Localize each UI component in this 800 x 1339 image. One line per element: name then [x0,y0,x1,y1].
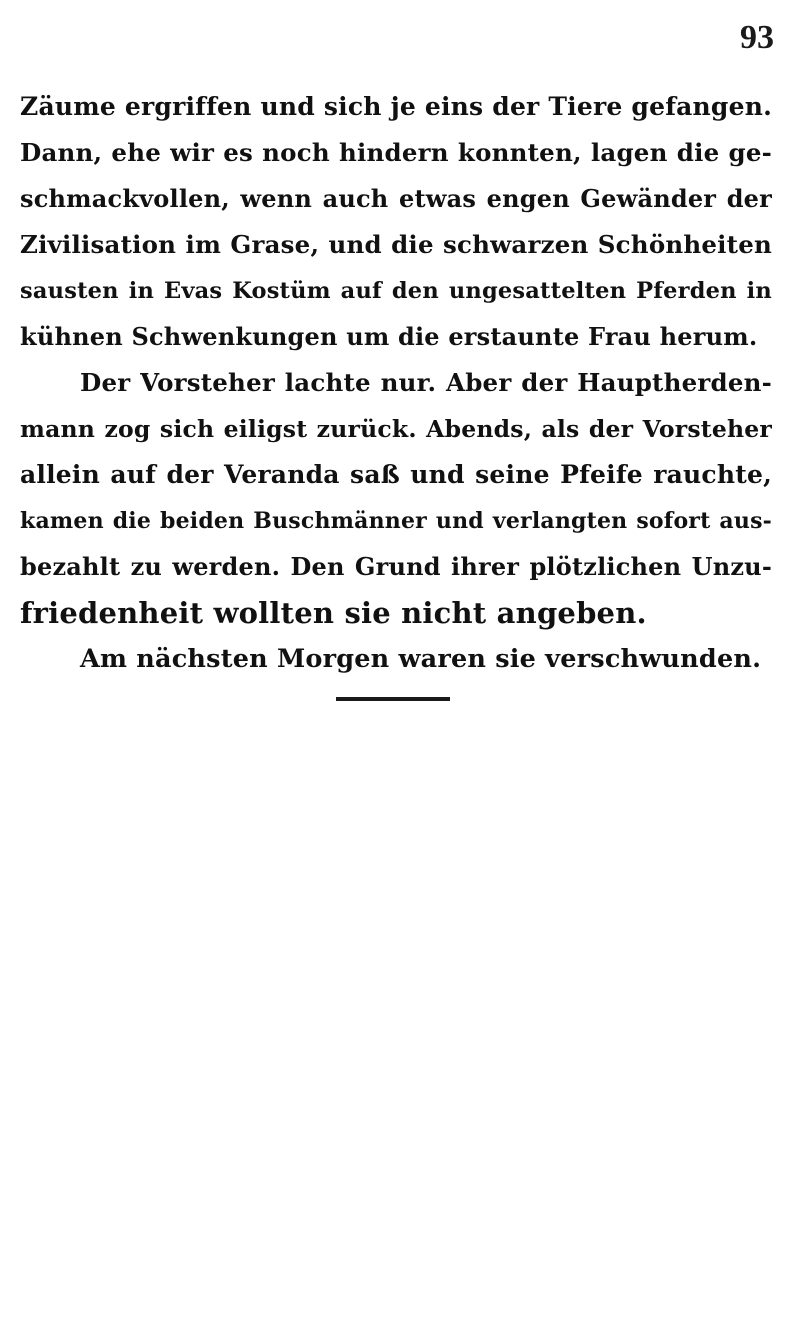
text-line: Dann, ehe wir es noch hindern konnten, lagen die ge- [20,138,772,167]
text-line: schmackvollen, wenn auch etwas engen Gewänder der [20,184,772,213]
text-line: mann zog sich eiligst zurück. Abends, als der Vorsteher [20,415,772,443]
body-text [20,84,772,682]
text-line: friedenheit wollten sie nicht angeben. [20,596,647,630]
text-line: Am nächsten Morgen waren sie verschwunden. [80,644,762,674]
section-end-rule [336,697,450,701]
text-line: bezahlt zu werden. Den Grund ihrer plötzlichen Unzu- [20,552,772,581]
text-line: allein auf der Veranda saß und seine Pfeife rauchte, [20,460,772,489]
page-number: 93 [740,19,774,56]
text-line: Zäume ergriffen und sich je eins der Tiere gefangen. [20,92,772,121]
text-line: Zivilisation im Grase, und die schwarzen Schönheiten [20,230,772,259]
text-line: kamen die beiden Buschmänner und verlangten sofort aus- [20,508,772,534]
text-line: sausten in Evas Kostüm auf den ungesattelten Pferden in [20,278,772,304]
text-line: Der Vorsteher lachte nur. Aber der Hauptherden- [80,368,772,397]
text-line: kühnen Schwenkungen um die erstaunte Frau herum. [20,322,758,351]
